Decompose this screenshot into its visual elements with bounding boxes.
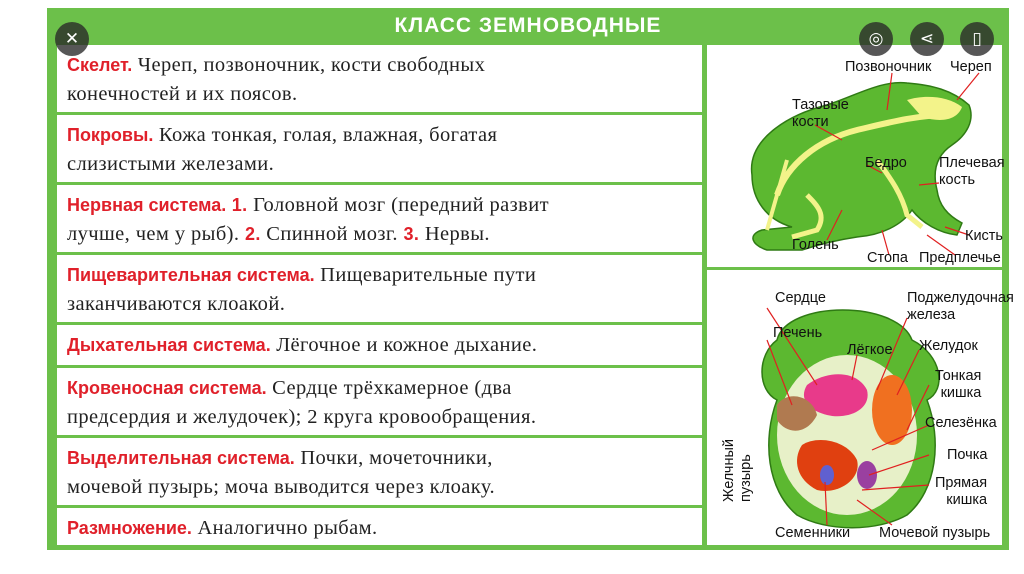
- row-respiratory: [57, 325, 702, 365]
- row-text: Пищеварительные пути: [320, 264, 537, 286]
- row-text: конечностей и их поясов.: [67, 83, 298, 105]
- row-text: Нервы.: [424, 223, 490, 245]
- label-spine: Позвоночник: [845, 59, 932, 75]
- label-pelvis: Тазовые кости: [792, 97, 849, 130]
- label-skull: Череп: [950, 59, 992, 75]
- row-skeleton: [57, 45, 702, 112]
- label-stomach: Желудок: [919, 338, 978, 354]
- close-icon[interactable]: ✕: [55, 22, 89, 56]
- row-text: Головной мозг (передний развит: [253, 194, 549, 216]
- row-text: Лёгочное и кожное дыхание.: [276, 334, 538, 356]
- row-text: заканчиваются клоакой.: [67, 293, 286, 315]
- label-bladder: Мочевой пузырь: [879, 525, 991, 541]
- label-forearm: Предплечье: [919, 250, 1001, 266]
- label-gallbladder: Желчный пузырь: [721, 438, 754, 502]
- row-heading: Кровеносная система.: [67, 378, 267, 398]
- row-text: Спинной мозг.: [266, 223, 398, 245]
- row-text: Почки, мочеточники,: [300, 447, 493, 469]
- bookmark-icon[interactable]: ▯: [960, 22, 994, 56]
- row-text: лучше, чем у рыб).: [67, 223, 240, 245]
- row-digestive: [57, 255, 702, 322]
- label-testes: Семенники: [775, 525, 851, 541]
- label-small-intestine: Тонкая кишка: [935, 368, 982, 401]
- label-shin: Голень: [792, 237, 839, 253]
- row-heading: Пищеварительная система.: [67, 265, 315, 285]
- facts-table: [57, 45, 702, 545]
- label-humerus: Плечевая кость: [939, 155, 1005, 188]
- row-heading: Нервная система.: [67, 195, 227, 215]
- row-text: Кожа тонкая, голая, влажная, богатая: [158, 124, 498, 146]
- row-text: Сердце трёхкамерное (два: [272, 377, 512, 399]
- row-heading: Выделительная система.: [67, 448, 295, 468]
- share-icon[interactable]: ⋖: [910, 22, 944, 56]
- label-lung: Лёгкое: [847, 342, 893, 358]
- lens-icon[interactable]: ◎: [859, 22, 893, 56]
- row-number: 1.: [231, 195, 248, 215]
- row-heading: Дыхательная система.: [67, 335, 271, 355]
- row-heading: Покровы.: [67, 125, 154, 145]
- skeleton-panel: [707, 45, 1005, 267]
- row-text: мочевой пузырь; моча выводится через клоаку.: [67, 476, 496, 498]
- row-text: Череп, позвоночник, кости свободных: [137, 54, 486, 76]
- row-excretory: [57, 438, 702, 505]
- table-frame: [47, 8, 1014, 550]
- row-covers: [57, 115, 702, 182]
- row-circulatory: [57, 368, 702, 435]
- label-liver: Печень: [773, 325, 823, 341]
- label-kidney: Почка: [947, 447, 988, 463]
- row-number: 2.: [244, 224, 261, 244]
- row-text: Аналогично рыбам.: [197, 517, 378, 539]
- row-nervous: [57, 185, 702, 252]
- row-heading: Скелет.: [67, 55, 133, 75]
- organs-panel: [707, 270, 1014, 545]
- row-heading: Размножение.: [67, 518, 192, 538]
- label-rectum: Прямая кишка: [935, 475, 988, 508]
- row-text: предсердия и желудочек); 2 круга кровообращения.: [67, 406, 537, 428]
- label-hand: Кисть: [965, 228, 1003, 244]
- label-femur: Бедро: [865, 155, 907, 171]
- row-reproduction: [57, 508, 702, 545]
- label-foot: Стопа: [867, 250, 908, 266]
- table-title: КЛАСС ЗЕМНОВОДНЫЕ: [394, 14, 662, 37]
- label-spleen: Селезёнка: [925, 415, 997, 431]
- row-text: слизистыми железами.: [67, 153, 275, 175]
- label-pancreas: Поджелудочная железа: [907, 290, 1014, 323]
- label-heart: Сердце: [775, 290, 826, 306]
- row-number: 3.: [403, 224, 420, 244]
